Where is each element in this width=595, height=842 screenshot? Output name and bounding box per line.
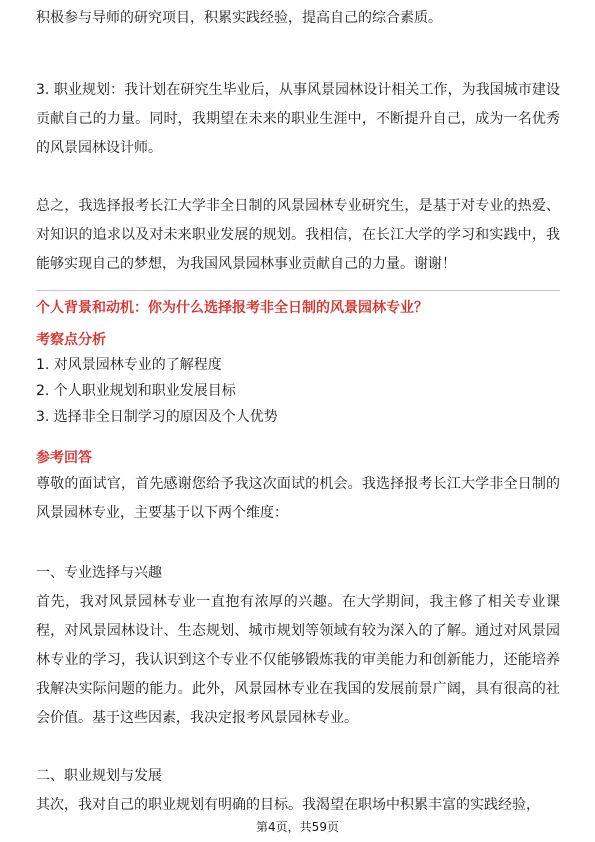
intro-line [36,4,560,33]
section1-body: 首先，我对风景园林专业一直抱有浓厚的兴趣。在大学期间，我主修了相关专业课程，对风景园林设计、生态规划、城市规划等领域有较为深入的了解。通过对风景园林专业的学习，我认识到这个专业不仅能够锻炼我的审美能力和创新能力，还能培养我解决实际问题的能力。此外，风景园林专业在我国的发展前景广阔，具有很高的社会价值。基于这些因素，我决定报考风景园林专业。 [36,594,560,726]
section2-paragraph [36,791,560,820]
section2-body: 其次，我对自己的职业规划有明确的目标。我渴望在职场中积累丰富的实践经验， [36,797,540,813]
question-title-block [36,296,560,320]
analysis-item-1: 1. 对风景园林专业的了解程度 [36,357,222,373]
section2-title: 二、职业规划与发展 [36,768,162,784]
question-title: 个人背景和动机：你为什么选择报考非全日制的风景园林专业？ [36,300,428,316]
page-number: 第4页，共59页 [256,820,339,834]
answer-heading: 参考回答 [36,450,92,466]
section1-paragraph [36,588,560,733]
section2-title-block [36,762,560,791]
answer-heading-block [36,446,560,470]
answer-intro-text: 尊敬的面试官，首先感谢您给予我这次面试的机会。我选择报考长江大学非全日制的风景园林专业，主要基于以下两个维度： [36,476,560,521]
analysis-item-3: 3. 选择非全日制学习的原因及个人优势 [36,409,278,425]
section-divider [36,290,560,291]
conclusion-text: 总之，我选择报考长江大学非全日制的风景园林专业研究生，是基于对专业的热爱、对知识的追求以及对未来职业发展的规划。我相信，在长江大学的学习和实践中，我能够实现自己的梦想，为我国风景园林事业贡献自己的力量。谢谢！ [36,198,560,272]
analysis-heading: 考察点分析 [36,332,106,348]
page-footer [0,818,595,835]
section1-title-block [36,559,560,588]
analysis-item-2: 2. 个人职业规划和职业发展目标 [36,383,236,399]
analysis-block [36,328,560,430]
conclusion-paragraph [36,192,560,279]
career-plan-paragraph [36,76,560,163]
answer-intro-paragraph [36,470,560,528]
intro-line-text: 积极参与导师的研究项目，积累实践经验，提高自己的综合素质。 [36,10,442,26]
career-plan-text: 3. 职业规划：我计划在研究生毕业后，从事风景园林设计相关工作，为我国城市建设贡献自己的力量。同时，我期望在未来的职业生涯中，不断提升自己，成为一名优秀的风景园林设计师。 [36,82,560,156]
section1-title: 一、专业选择与兴趣 [36,565,162,581]
